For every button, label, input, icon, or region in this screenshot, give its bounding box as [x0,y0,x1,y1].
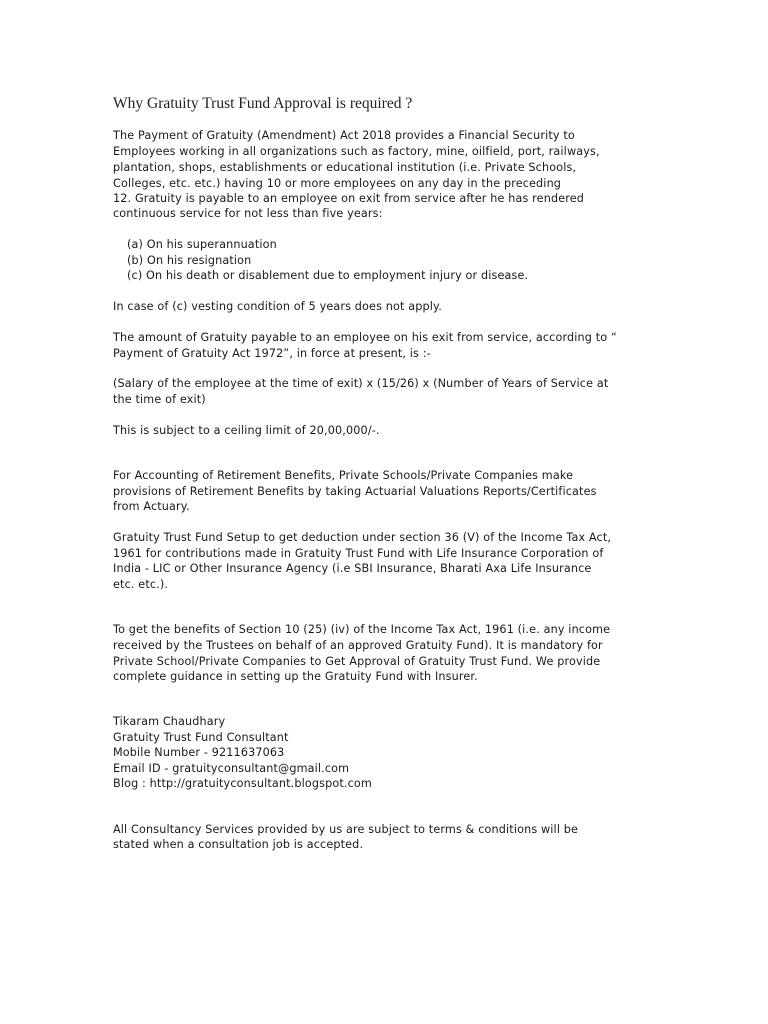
contact-blog: Blog : http://gratuityconsultant.blogspot.com [113,777,372,790]
text-line: complete guidance in setting up the Gratuity Fund with Insurer. [113,670,478,683]
list-item: (c) On his death or disablement due to employment injury or disease. [127,269,529,282]
text-line: Gratuity Trust Fund Setup to get deduction under section 36 (V) of the Income Tax Act, [113,531,612,544]
vesting-note: In case of (c) vesting condition of 5 years does not apply. [113,300,442,313]
ceiling-note: This is subject to a ceiling limit of 20,00,000/-. [113,424,380,437]
text-line: the time of exit) [113,393,206,406]
contact-name: Tikaram Chaudhary [113,715,226,728]
contact-mobile: Mobile Number - 9211637063 [113,746,285,759]
text-line: Payment of Gratuity Act 1972”, in force at present, is :- [113,347,431,360]
text-line: provisions of Retirement Benefits by taking Actuarial Valuations Reports/Certificates [113,485,597,498]
text-line: plantation, shops, establishments or educational institution (i.e. Private Schools, [113,161,577,174]
text-line: continuous service for not less than five years: [113,207,383,220]
text-line: stated when a consultation job is accepted. [113,838,364,851]
text-line: from Actuary. [113,500,190,513]
text-line: 12. Gratuity is payable to an employee on exit from service after he has rendered [113,192,585,205]
text-line: India - LIC or Other Insurance Agency (i.e SBI Insurance, Bharati Axa Life Insurance [113,562,592,575]
text-line: Employees working in all organizations such as factory, mine, oilfield, port, railways, [113,145,600,158]
text-line: (Salary of the employee at the time of exit) x (15/26) x (Number of Years of Service at [113,377,609,390]
list-item: (b) On his resignation [127,254,252,267]
text-line: 1961 for contributions made in Gratuity Trust Fund with Life Insurance Corporation of [113,547,604,560]
text-line: The Payment of Gratuity (Amendment) Act 2018 provides a Financial Security to [113,129,575,142]
text-line: All Consultancy Services provided by us are subject to terms & conditions will be [113,823,579,836]
text-line: The amount of Gratuity payable to an employee on his exit from service, according to “ [113,331,617,344]
document-title: Why Gratuity Trust Fund Approval is required ? [113,95,413,112]
text-line: Colleges, etc. etc.) having 10 or more employees on any day in the preceding [113,177,562,190]
text-line: received by the Trustees on behalf of an approved Gratuity Fund). It is mandatory for [113,639,603,652]
contact-email: Email ID - gratuityconsultant@gmail.com [113,762,350,775]
text-line: For Accounting of Retirement Benefits, Private Schools/Private Companies make [113,469,574,482]
text-line: Private School/Private Companies to Get Approval of Gratuity Trust Fund. We provide [113,655,601,668]
text-line: To get the benefits of Section 10 (25) (iv) of the Income Tax Act, 1961 (i.e. any income [113,623,611,636]
contact-role: Gratuity Trust Fund Consultant [113,731,289,744]
text-line: etc. etc.). [113,578,169,591]
list-item: (a) On his superannuation [127,238,277,251]
